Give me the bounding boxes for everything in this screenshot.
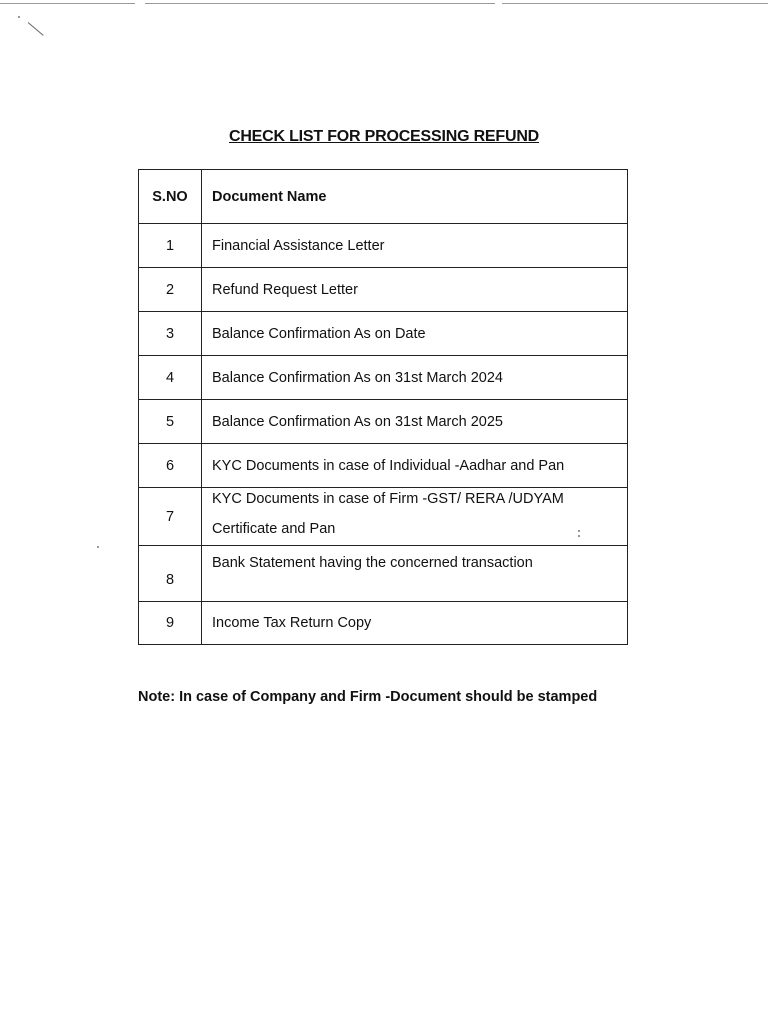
row-sno: 6 xyxy=(139,444,202,488)
row-document xyxy=(202,546,628,602)
row-document: Balance Confirmation As on 31st March 2025 xyxy=(202,400,628,444)
table-row xyxy=(139,488,628,546)
row-sno-value: 8 xyxy=(165,571,175,588)
header-document-name: Document Name xyxy=(202,170,628,224)
table-row xyxy=(139,312,628,356)
scan-mark xyxy=(28,22,44,36)
table-row xyxy=(139,224,628,268)
table-row xyxy=(139,602,628,645)
table-row xyxy=(139,444,628,488)
row-document xyxy=(202,488,628,546)
footer-note: Note: In case of Company and Firm -Document should be stamped xyxy=(138,689,598,705)
row-sno: 4 xyxy=(139,356,202,400)
table-header-row xyxy=(139,170,628,224)
table-row xyxy=(139,268,628,312)
row-sno: 9 xyxy=(139,602,202,645)
row-sno: 2 xyxy=(139,268,202,312)
table-row xyxy=(139,356,628,400)
row-document-line: KYC Documents in case of Firm -GST/ RERA /UDYAM xyxy=(212,491,564,507)
row-sno: 7 xyxy=(139,488,202,546)
row-sno xyxy=(139,546,202,602)
row-document: Balance Confirmation As on 31st March 2024 xyxy=(202,356,628,400)
checklist-table xyxy=(138,169,628,645)
header-sno: S.NO xyxy=(139,170,202,224)
scan-speck xyxy=(97,546,99,548)
row-document: Balance Confirmation As on Date xyxy=(202,312,628,356)
table-row xyxy=(139,546,628,602)
page-title: CHECK LIST FOR PROCESSING REFUND xyxy=(228,128,540,145)
table-row xyxy=(139,400,628,444)
scan-border-line xyxy=(0,3,135,4)
scan-border-line xyxy=(145,3,495,4)
row-document: Income Tax Return Copy xyxy=(202,602,628,645)
scan-speck xyxy=(18,16,20,18)
row-document: Financial Assistance Letter xyxy=(202,224,628,268)
row-sno: 5 xyxy=(139,400,202,444)
scan-border-line xyxy=(502,3,768,4)
row-document-line: Certificate and Pan xyxy=(212,521,336,537)
row-document: KYC Documents in case of Individual -Aadhar and Pan xyxy=(202,444,628,488)
row-document: Refund Request Letter xyxy=(202,268,628,312)
row-sno: 3 xyxy=(139,312,202,356)
row-document-text: Bank Statement having the concerned transaction xyxy=(212,555,533,571)
row-sno: 1 xyxy=(139,224,202,268)
